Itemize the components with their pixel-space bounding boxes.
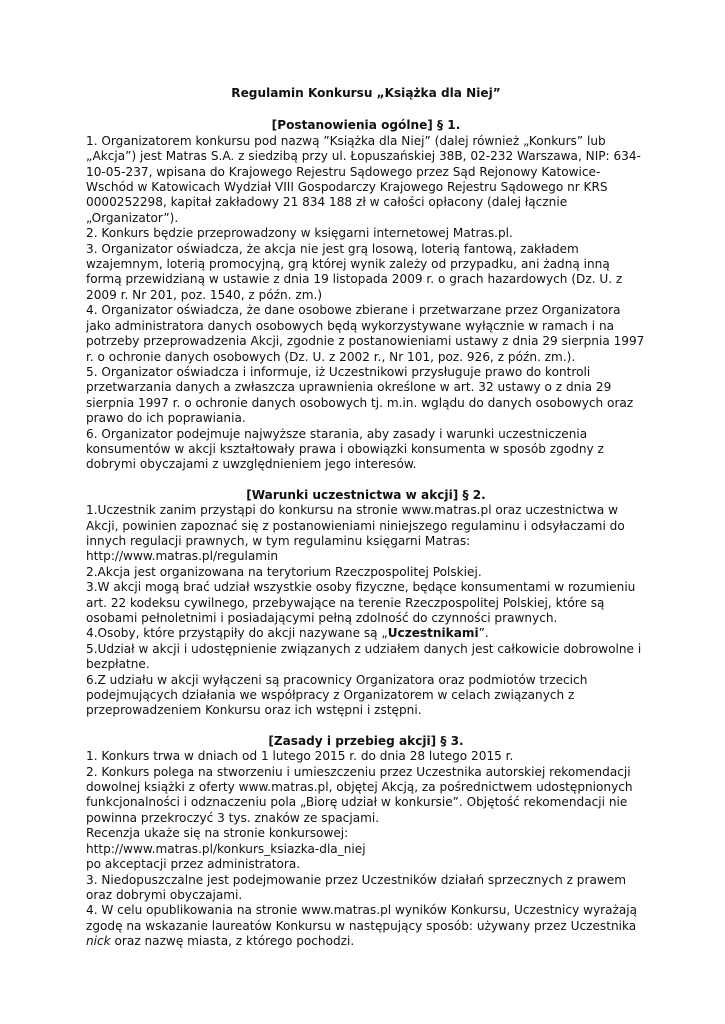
section-participation-conditions xyxy=(86,488,646,719)
paragraph: 2. Konkurs będzie przeprowadzony w księgarni internetowej Matras.pl. xyxy=(86,226,513,241)
document-title: Regulamin Konkursu „Książka dla Niej” xyxy=(231,86,501,100)
paragraph: 6. Organizator podejmuje najwyższe starania, aby zasady i warunki uczestniczenia konsumentów w akcji kształtowały prawa i obowiązki konsumenta w sposób zgodny z dobrymi obyczajami z uwzględnieniem jego interesów. xyxy=(86,426,604,472)
section-rules-and-course xyxy=(86,734,646,950)
paragraph: 2. Konkurs polega na stworzeniu i umieszczeniu przez Uczestnika autorskiej rekomendacji dowolnej książki z oferty www.matras.pl, objętej Akcją, za pośrednictwem udostępnionych funkcjonalności i odznaczeniu pola „Biorę udział w konkursie”. Objętość rekomendacji nie powinna przekroczyć 3 tys. znaków ze spacjami. xyxy=(86,764,633,825)
paragraph: 2.Akcja jest organizowana na terytorium Rzeczpospolitej Polskiej. xyxy=(86,564,482,579)
text-run: oraz nazwę miasta, z którego pochodzi. xyxy=(110,934,355,949)
paragraph: 3. Niedopuszczalne jest podejmowanie przez Uczestników działań sprzecznych z prawem oraz dobrymi obyczajami. xyxy=(86,872,626,902)
text-run: 4. W celu opublikowania na stronie www.matras.pl wyników Konkursu, Uczestnicy wyrażają zgodę na wskazanie laureatów Konkursu w następujący sposób: używany przez Uczestnika xyxy=(86,903,638,933)
paragraph: 1.Uczestnik zanim przystąpi do konkursu na stronie www.matras.pl oraz uczestnictwa w Akcji, powinien zapoznać się z postanowieniami niniejszego regulaminu i odsyłaczami do innych regulacji prawnych, w tym regulaminu księgarni Matras: http://www.matras.pl/regulamin xyxy=(86,503,625,564)
bold-term: Uczestnikami xyxy=(387,626,479,641)
paragraph-publication xyxy=(86,903,646,949)
paragraph: 1. Organizatorem konkursu pod nazwą ”Książka dla Niej” (dalej również „Konkurs” lub „Akcja”) jest Matras S.A. z siedzibą przy ul. Łopuszańskiej 38B, 02-232 Warszawa, NIP: 634-10-05-237, wpisana do Krajowego Rejestru Sądowego przez Sąd Rejonowy Katowice-Wschód w Katowicach Wydział VIII Gospodarczy Krajowego Rejestru Sądowego nr KRS 0000252298, kapitał zakładowy 21 834 188 zł w całości opłacony (dalej łącznie „Organizator”). xyxy=(86,133,641,225)
paragraph: Recenzja ukaże się na stronie konkursowej: xyxy=(86,826,349,841)
paragraph: 3. Organizator oświadcza, że akcja nie jest grą losową, loterią fantową, zakładem wzajemnym, loterią promocyjną, grą której wynik zależy od przypadku, ani żadną inną formą przewidzianą w ustawie z dnia 19 listopada 2009 r. o grach hazardowych (Dz. U. z 2009 r. Nr 201, poz. 1540, z późn. zm.) xyxy=(86,241,623,302)
section-heading: [Zasady i przebieg akcji] § 3. xyxy=(268,733,464,748)
paragraph: 5. Organizator oświadcza i informuje, iż Uczestnikowi przysługuje prawo do kontroli przetwarzania danych a zwłaszcza uprawnienia określone w art. 32 ustawy o z dnia 29 sierpnia 1997 r. o ochronie danych osobowych tj. m.in. wglądu do danych osobowych oraz prawo do ich poprawiania. xyxy=(86,364,634,426)
text-run: 4.Osoby, które przystąpiły do akcji nazywane są „ xyxy=(86,626,388,641)
section-general-provisions xyxy=(86,118,646,472)
section-heading: [Postanowienia ogólne] § 1. xyxy=(271,118,461,133)
paragraph: 1. Konkurs trwa w dniach od 1 lutego 2015 r. do dnia 28 lutego 2015 r. xyxy=(86,749,514,764)
paragraph: po akceptacji przez administratora. xyxy=(86,857,301,872)
document-content xyxy=(86,86,646,965)
paragraph-participants xyxy=(86,626,646,641)
paragraph: 4. Organizator oświadcza, że dane osobowe zbierane i przetwarzane przez Organizatora jako administratora danych osobowych będą wykorzystywane wyłącznie w ramach i na potrzeby przeprowadzenia Akcji, zgodnie z postanowieniami ustawy z dnia 29 sierpnia 1997 r. o ochronie danych osobowych (Dz. U. z 2002 r., Nr 101, poz. 926, z późn. zm.). xyxy=(86,303,645,364)
paragraph: 3.W akcji mogą brać udział wszystkie osoby fizyczne, będące konsumentami w rozumieniu art. 22 kodeksu cywilnego, przebywające na terenie Rzeczpospolitej Polskiej, które są osobami pełnoletnimi i posiadającymi pełną zdolność do czynności prawnych. xyxy=(86,580,636,625)
paragraph: 5.Udział w akcji i udostępnienie związanych z udziałem danych jest całkowicie dobrowolne i bezpłatne. xyxy=(86,641,642,672)
text-run: ”. xyxy=(478,626,489,641)
paragraph: 6.Z udziału w akcji wyłączeni są pracownicy Organizatora oraz podmiotów trzecich podejmujących działania we współpracy z Organizatorem w celach związanych z przeprowadzeniem Konkursu oraz ich wstępni i zstępni. xyxy=(86,672,588,718)
contest-url: http://www.matras.pl/konkurs_ksiazka-dla_niej xyxy=(86,841,366,856)
italic-term: nick xyxy=(86,934,111,949)
section-heading: [Warunki uczestnictwa w akcji] § 2. xyxy=(246,487,486,502)
